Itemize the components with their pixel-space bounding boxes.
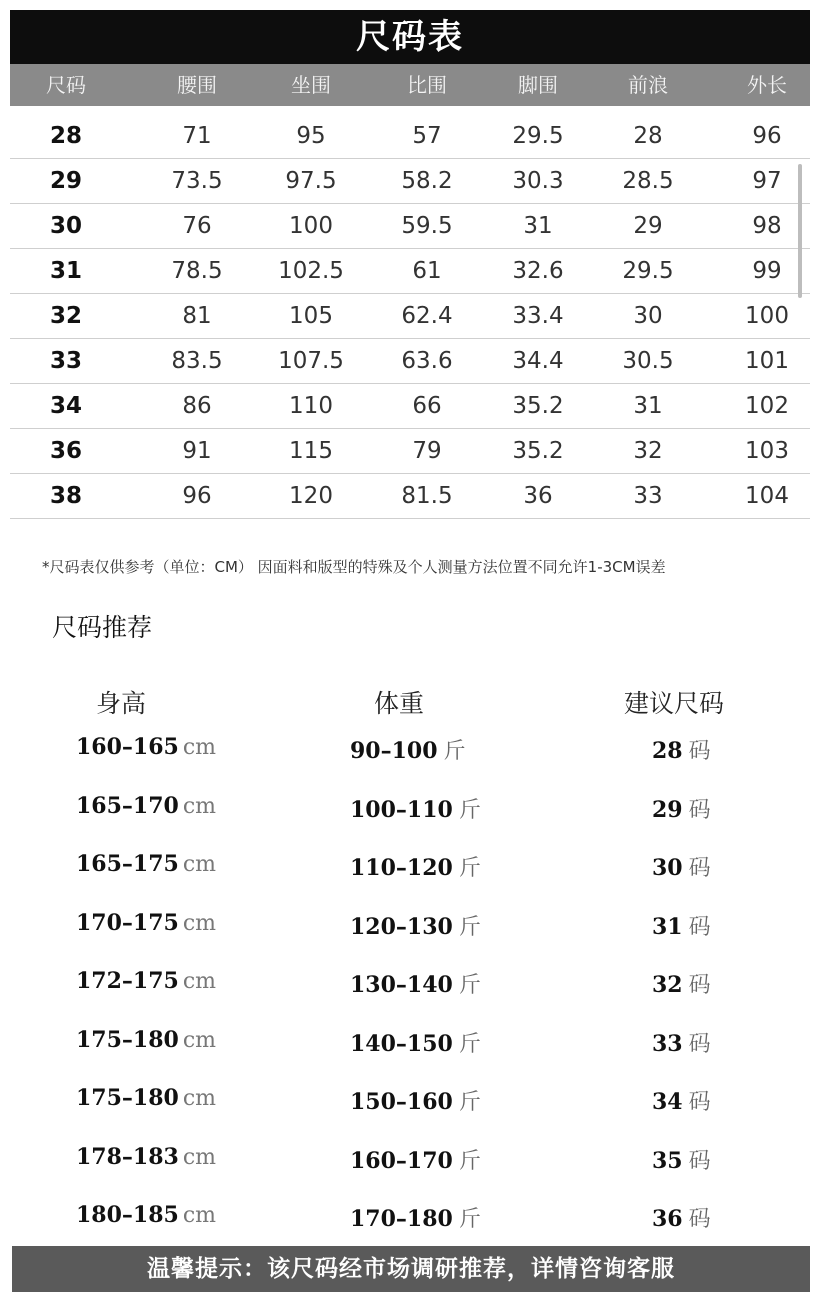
height-range-unit: cm (182, 735, 217, 760)
list-item (0, 906, 820, 965)
weight-range-value: 170–180 (350, 1206, 453, 1232)
table-row (10, 249, 810, 294)
height-range-value: 165–170 (76, 792, 179, 819)
table-cell: 120 (289, 483, 333, 509)
suggested-size-value: 35 (652, 1147, 683, 1174)
suggested-size-value: 32 (652, 972, 683, 998)
table-cell: 99 (752, 258, 782, 284)
table-cell: 86 (182, 393, 212, 419)
table-cell: 110 (289, 393, 333, 419)
table-cell: 76 (182, 213, 212, 239)
suggested-size-value: 31 (652, 913, 683, 940)
table-cell: 32 (49, 303, 82, 329)
table-cell: 78.5 (171, 258, 223, 284)
table-cell: 31 (633, 393, 663, 419)
weight-range-value: 160–170 (350, 1147, 453, 1174)
weight-range (350, 734, 466, 765)
table-cell: 29 (633, 213, 663, 239)
table-cell: 104 (745, 483, 789, 509)
suggested-size-unit: 码 (688, 797, 711, 823)
height-range-value: 165–175 (76, 851, 179, 877)
size-table (10, 114, 810, 519)
height-range-value: 160–165 (76, 734, 179, 760)
weight-range (350, 1202, 481, 1233)
height-range (76, 793, 216, 819)
table-cell: 38 (49, 483, 82, 509)
table-cell: 101 (745, 348, 789, 374)
recommend-title: 尺码推荐 (52, 613, 153, 642)
table-cell: 34.4 (512, 348, 564, 374)
weight-range-value: 140–150 (350, 1030, 453, 1057)
suggested-size-unit: 码 (688, 1148, 711, 1174)
weight-range (350, 1085, 481, 1116)
weight-range-value: 90–100 (350, 738, 438, 764)
suggested-size (652, 910, 711, 941)
height-range (76, 1027, 216, 1053)
table-cell: 105 (289, 303, 333, 329)
table-cell: 30 (49, 213, 82, 239)
suggested-size-value: 34 (652, 1089, 683, 1115)
height-range-value: 175–180 (76, 1085, 179, 1111)
list-item (0, 1140, 820, 1199)
height-range-unit: cm (182, 969, 217, 994)
suggested-size-value: 36 (652, 1206, 683, 1232)
table-cell: 102 (745, 393, 789, 419)
table-cell: 57 (412, 123, 442, 149)
height-range-unit: cm (182, 793, 217, 819)
table-cell: 58.2 (401, 168, 453, 194)
table-cell: 36 (523, 483, 553, 509)
table-cell: 61 (412, 258, 442, 284)
height-range-value: 180–185 (76, 1202, 179, 1228)
header-size: 尺码 (46, 73, 86, 97)
height-range-unit: cm (182, 1144, 217, 1170)
table-cell: 33 (633, 483, 663, 509)
table-cell: 31 (49, 258, 82, 284)
suggested-size (652, 734, 711, 765)
table-cell: 100 (289, 213, 333, 239)
table-cell: 83.5 (171, 348, 223, 374)
height-range-unit: cm (182, 1027, 217, 1053)
table-cell: 62.4 (401, 303, 453, 329)
weight-range (350, 968, 481, 999)
suggested-size (652, 968, 711, 999)
weight-range (350, 793, 481, 824)
table-cell: 102.5 (278, 258, 344, 284)
table-cell: 28 (633, 123, 663, 149)
table-cell: 29.5 (622, 258, 674, 284)
suggested-size-unit: 码 (688, 914, 711, 940)
weight-range-unit: 斤 (458, 973, 481, 998)
list-item (0, 847, 820, 906)
weight-range-unit: 斤 (458, 914, 481, 940)
suggested-size-value: 28 (652, 738, 683, 764)
table-cell: 30 (633, 303, 663, 329)
weight-range (350, 1144, 481, 1175)
list-item (0, 964, 820, 1023)
list-item (0, 730, 820, 789)
suggested-size (652, 793, 711, 824)
suggested-size (652, 1085, 711, 1116)
table-cell: 29 (49, 168, 82, 194)
weight-range-unit: 斤 (458, 1207, 481, 1232)
table-cell: 96 (752, 123, 782, 149)
table-cell: 31 (523, 213, 553, 239)
table-cell: 81 (182, 303, 212, 329)
table-cell: 35.2 (512, 438, 564, 464)
list-item (0, 789, 820, 848)
table-row (10, 474, 810, 519)
table-cell: 34 (49, 393, 82, 419)
weight-range-unit: 斤 (443, 739, 466, 764)
suggested-size-unit: 码 (688, 856, 711, 881)
table-cell: 59.5 (401, 213, 453, 239)
table-cell: 33 (49, 348, 82, 374)
table-row (10, 159, 810, 204)
table-cell: 71 (182, 123, 212, 149)
table-cell: 35.2 (512, 393, 564, 419)
header-waist: 腰围 (177, 73, 217, 97)
table-cell: 96 (182, 483, 212, 509)
table-cell: 81.5 (401, 483, 453, 509)
height-range-value: 172–175 (76, 968, 179, 994)
table-cell: 32.6 (512, 258, 564, 284)
table-cell: 36 (49, 438, 82, 464)
header-front-rise: 前浪 (628, 73, 668, 97)
header-hip: 坐围 (291, 73, 331, 97)
height-range-value: 175–180 (76, 1026, 179, 1053)
recommend-table (0, 730, 820, 1257)
list-item (0, 1023, 820, 1082)
table-cell: 95 (296, 123, 326, 149)
suggested-size-unit: 码 (688, 1207, 711, 1232)
table-cell: 63.6 (401, 348, 453, 374)
suggested-size (652, 1202, 711, 1233)
suggested-size-value: 29 (652, 796, 683, 823)
height-range (76, 910, 216, 936)
scrollbar[interactable] (798, 164, 802, 298)
recommend-header-weight: 体重 (374, 689, 425, 718)
height-range (76, 1202, 216, 1228)
page-title: 尺码表 (10, 10, 810, 64)
weight-range-unit: 斤 (458, 797, 481, 823)
table-cell: 29.5 (512, 123, 564, 149)
table-cell: 30.5 (622, 348, 674, 374)
table-cell: 107.5 (278, 348, 344, 374)
table-cell: 91 (182, 438, 212, 464)
table-cell: 98 (752, 213, 782, 239)
suggested-size-unit: 码 (688, 973, 711, 998)
table-row (10, 114, 810, 159)
suggested-size-value: 30 (652, 855, 683, 881)
weight-range (350, 1027, 481, 1058)
table-cell: 66 (412, 393, 442, 419)
table-row (10, 429, 810, 474)
table-cell: 73.5 (171, 168, 223, 194)
size-table-header (10, 64, 810, 106)
height-range-unit: cm (182, 852, 217, 877)
table-cell: 28.5 (622, 168, 674, 194)
size-note: *尺码表仅供参考（单位：CM） 因面料和版型的特殊及个人测量方法位置不同允许1-3CM误差 (42, 558, 666, 576)
table-cell: 30.3 (512, 168, 564, 194)
weight-range-value: 120–130 (350, 913, 453, 940)
weight-range-value: 150–160 (350, 1089, 453, 1115)
header-length: 外长 (747, 73, 787, 97)
weight-range-value: 110–120 (350, 855, 453, 881)
height-range (76, 734, 216, 760)
recommend-header-size: 建议尺码 (624, 689, 725, 718)
table-row (10, 384, 810, 429)
height-range-unit: cm (182, 910, 217, 936)
table-row (10, 339, 810, 384)
suggested-size-unit: 码 (688, 1031, 711, 1057)
weight-range-value: 100–110 (350, 796, 453, 823)
suggested-size-value: 33 (652, 1030, 683, 1057)
recommend-header-height: 身高 (96, 689, 147, 718)
height-range (76, 1144, 216, 1170)
height-range-unit: cm (182, 1086, 217, 1111)
height-range-unit: cm (182, 1203, 217, 1228)
header-leg-opening: 脚围 (518, 73, 558, 97)
table-cell: 115 (289, 438, 333, 464)
list-item (0, 1081, 820, 1140)
weight-range-unit: 斤 (458, 1148, 481, 1174)
height-range (76, 968, 216, 994)
weight-range-unit: 斤 (458, 1031, 481, 1057)
header-thigh: 比围 (407, 73, 447, 97)
weight-range-unit: 斤 (458, 856, 481, 881)
table-row (10, 294, 810, 339)
height-range (76, 1085, 216, 1111)
table-cell: 33.4 (512, 303, 564, 329)
weight-range (350, 910, 481, 941)
table-cell: 79 (412, 438, 442, 464)
suggested-size-unit: 码 (688, 739, 711, 764)
weight-range-value: 130–140 (350, 972, 453, 998)
suggested-size-unit: 码 (688, 1090, 711, 1115)
table-cell: 97.5 (285, 168, 337, 194)
height-range-value: 170–175 (76, 909, 179, 936)
table-cell: 97 (752, 168, 782, 194)
table-cell: 100 (745, 303, 789, 329)
table-cell: 32 (633, 438, 663, 464)
suggested-size (652, 1027, 711, 1058)
table-cell: 103 (745, 438, 789, 464)
suggested-size (652, 1144, 711, 1175)
height-range-value: 178–183 (76, 1143, 179, 1170)
table-cell: 28 (49, 123, 82, 149)
height-range (76, 851, 216, 877)
suggested-size (652, 851, 711, 882)
weight-range (350, 851, 481, 882)
table-row (10, 204, 810, 249)
weight-range-unit: 斤 (458, 1090, 481, 1115)
footer-tip: 温馨提示：该尺码经市场调研推荐，详情咨询客服 (12, 1246, 810, 1292)
